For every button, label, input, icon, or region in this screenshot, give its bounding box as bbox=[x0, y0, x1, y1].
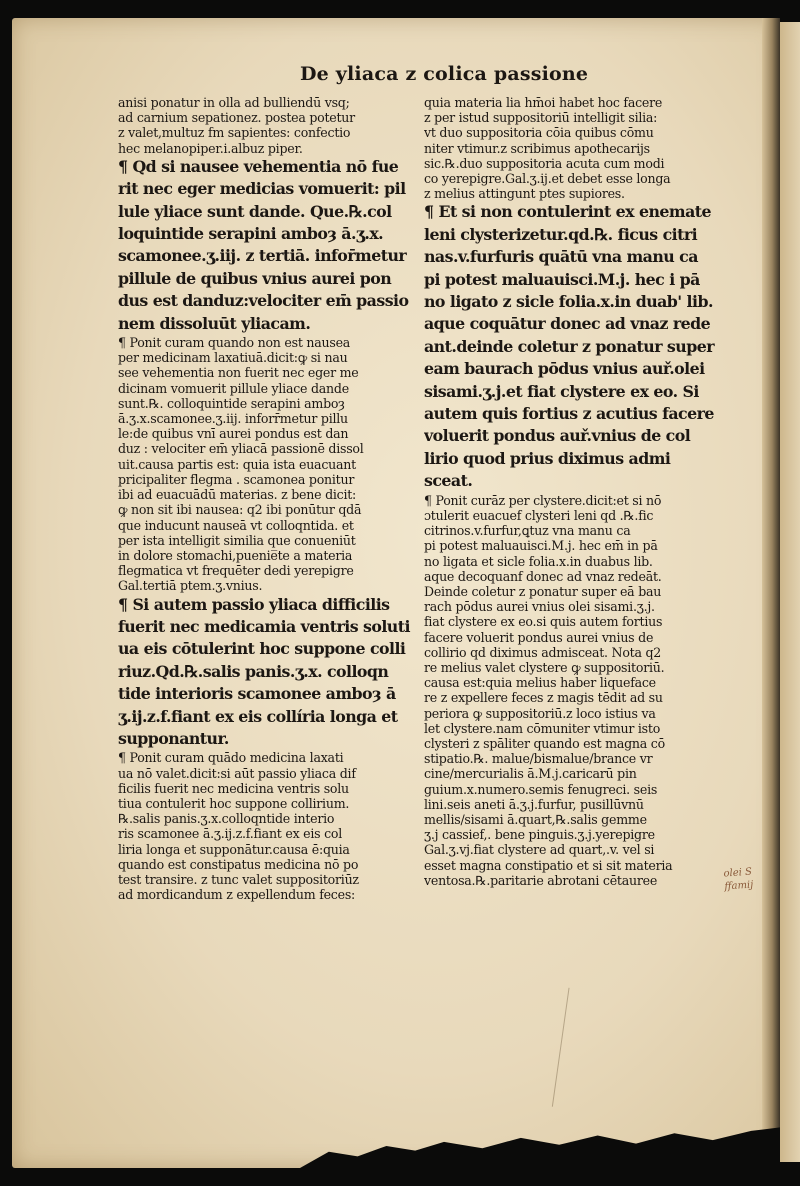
text-line: guium.x.numero.semis fenugreci. seis bbox=[424, 781, 658, 797]
text-line: cine/mercurialis ā.M.j.caricarū pin bbox=[424, 766, 637, 782]
text-line: nas.v.furfuris quātū vna manu ca bbox=[424, 247, 698, 267]
text-line: ʒ.ij.z.f.fiant ex eis collíria longa et bbox=[118, 706, 398, 726]
text-line: autem quis fortius z acutius facere bbox=[424, 404, 714, 424]
text-line: vt duo suppositoria cōia quibus cōmu bbox=[424, 125, 654, 141]
text-line: ā.ʒ.x.scamonee.ʒ.iij. inforr̄metur pillu bbox=[118, 411, 348, 427]
text-line: sunt.℞. colloquintide serapini amboȝ bbox=[118, 395, 345, 411]
text-line: voluerit pondus auř.vnius de col bbox=[424, 426, 691, 446]
text-line: rit nec eger medicias vomuerit: pil bbox=[118, 179, 406, 199]
text-line: duz : velociter em̄ yliacā passionē dissol bbox=[118, 441, 364, 457]
text-line: lirio quod prius diximus admi bbox=[424, 448, 671, 468]
text-line: re z expellere feces z magis tēdit ad su bbox=[424, 690, 663, 706]
text-line: per medicinam laxatiuā.dicit:ꝙ si nau bbox=[118, 350, 348, 366]
text-line: riuz.Qd.℞.salis panis.ʒ.x. colloqn bbox=[118, 661, 389, 681]
facing-page-edge bbox=[780, 22, 800, 1162]
text-line: loquintide serapini amboȝ ā.ʒ.x. bbox=[118, 224, 384, 244]
text-line: ventosa.℞.paritarie abrotani cētauree bbox=[424, 872, 658, 888]
text-line: fiat clystere ex eo.si quis autem fortius bbox=[424, 614, 663, 630]
text-line: ɔtulerit euacuef clysteri leni qd .℞.fic bbox=[424, 507, 654, 523]
handwritten-margin-note: olei S ffamij bbox=[723, 866, 754, 893]
text-line: rach pōdus aurei vnius olei sisami.ʒ.j. bbox=[424, 599, 655, 615]
text-line: co yerepigre.Gal.ʒ.ij.et debet esse longa bbox=[424, 171, 671, 187]
text-line: uit.causa partis est: quia ista euacuant bbox=[118, 456, 356, 472]
text-line: fuerit nec medicamia ventris soluti bbox=[118, 616, 410, 636]
text-line: quia materia lia hm̄oi habet hoc facere bbox=[424, 95, 663, 110]
text-line: niter vtimur.z scribimus apothecarijs bbox=[424, 140, 650, 156]
text-line: ua eis cōtulerint hoc suppone colli bbox=[118, 639, 406, 659]
text-line: no ligato z sicle folia.x.in duab' lib. bbox=[424, 292, 713, 312]
text-line: dicinam vomuerit pillule yliace dande bbox=[118, 380, 349, 396]
text-line: Gal.tertiā ptem.ʒ.vnius. bbox=[118, 578, 263, 594]
text-line: tiua contulerit hoc suppone collirium. bbox=[118, 795, 350, 811]
text-line: sic.℞.duo suppositoria acuta cum modi bbox=[424, 155, 665, 171]
text-line: lini.seis aneti ā.ʒ.j.furfur, pusillūvnū bbox=[424, 796, 644, 812]
text-line: test transire. z tunc valet suppositoriūz bbox=[118, 871, 359, 887]
text-line: ¶ Si autem passio yliaca difficilis bbox=[118, 594, 390, 614]
text-line: pi potest maluauisci.M.j. hec i pā bbox=[424, 269, 700, 289]
text-line: in dolore stomachi,puenie̅te a materia bbox=[118, 547, 353, 563]
text-line: ¶ Ponit curāz per clystere.dicit:et si nō bbox=[424, 492, 662, 508]
text-line: pillule de quibus vnius aurei pon bbox=[118, 268, 392, 288]
text-line: hec melanopiper.i.albuz piper. bbox=[118, 140, 303, 156]
text-line: periora ꝙ suppositoriū.z loco istius va bbox=[424, 705, 656, 721]
text-line: scamonee.ʒ.iij. z tertiā. infor̄metur bbox=[118, 246, 407, 266]
text-line: quando est constipatus medicina nō po bbox=[118, 856, 359, 872]
text-line: see vehementia non fuerit nec eger me bbox=[118, 365, 359, 381]
running-head: De yliaca z colica passione bbox=[300, 63, 589, 85]
text-line: clysteri z spāliter quando est magna cō bbox=[424, 735, 665, 751]
text-line: pricipaliter flegma . scamonea ponitur bbox=[118, 471, 355, 487]
text-line: ¶ Ponit curam quādo medicina laxati bbox=[118, 750, 344, 766]
text-line: supponantur. bbox=[118, 728, 229, 748]
left-text-column bbox=[118, 95, 418, 902]
text-line: ad carnium sepationez. postea potetur bbox=[118, 110, 355, 126]
text-line: anisi ponatur in olla ad bulliendū vsq; bbox=[118, 95, 350, 110]
text-line: ¶ Et si non contulerint ex enemate bbox=[424, 202, 712, 222]
text-line: ua nō valet.dicit:si aūt passio yliaca dif bbox=[118, 765, 356, 781]
text-line: z per istud suppositoriū intelligit silia: bbox=[424, 110, 658, 126]
text-line: lule yliace sunt dande. Que.℞.col bbox=[118, 201, 392, 221]
text-line: sceat. bbox=[424, 471, 473, 491]
text-line: citrinos.v.furfur,ꝗtuz vna manu ca bbox=[424, 523, 631, 539]
text-line: ¶ Qd si nausee vehementia nō fue bbox=[118, 156, 399, 176]
text-line: leni clysterizetur.qd.℞. ficus citri bbox=[424, 224, 698, 244]
text-line: stipatio.℞. malue/bismalue/brance vr bbox=[424, 751, 653, 767]
text-line: ꝙ non sit ibi nausea: q2 ibi ponūtur qdā bbox=[118, 502, 362, 518]
text-line: Deinde coletur z ponatur super eā bau bbox=[424, 583, 662, 599]
text-line: ant.deinde coletur z ponatur super bbox=[424, 336, 714, 356]
text-line: aque decoquanf donec ad vnaz redeāt. bbox=[424, 568, 662, 584]
text-line: ibi ad euacuādū materias. z bene dicit: bbox=[118, 487, 357, 503]
text-line: nem dissoluūt yliacam. bbox=[118, 313, 311, 333]
text-line: ficilis fuerit nec medicina ventris solu bbox=[118, 780, 349, 796]
book-gutter bbox=[762, 18, 780, 1168]
text-line: Gal.ʒ.vj.fiat clystere ad quart,.v. vel si bbox=[424, 842, 655, 858]
text-line: re melius valet clystere ꝙ suppositoriū. bbox=[424, 659, 665, 675]
text-line: no ligata et sicle folia.x.in duabus lib. bbox=[424, 553, 653, 569]
text-line: collirio qd diximus admisceat. Nota q2 bbox=[424, 644, 662, 660]
text-line: dus est danduz:velociter em̄ passio bbox=[118, 291, 409, 311]
text-line: esset magna constipatio et si sit materia bbox=[424, 857, 673, 873]
text-line: ¶ Ponit curam quando non est nausea bbox=[118, 335, 351, 351]
text-line: causa est:quia melius haber liqueface bbox=[424, 675, 656, 691]
text-line: flegmatica vt frequēter dedi yerepigre bbox=[118, 563, 354, 579]
text-line: le:de quibus vnī aurei pondus est dan bbox=[118, 426, 349, 442]
text-line: aque coquātur donec ad vnaz rede bbox=[424, 314, 711, 334]
text-line: tide interioris scamonee amboȝ ā bbox=[118, 684, 396, 704]
text-line: que inducunt nauseā vt colloqntida. et bbox=[118, 517, 354, 533]
right-text-column bbox=[424, 95, 726, 888]
text-line: let clystere.nam cōmuniter vtimur isto bbox=[424, 720, 661, 736]
text-line: ℞.salis panis.ʒ.x.colloqntide interio bbox=[118, 811, 335, 827]
text-line: z valet,multuz fm sapientes: confectio bbox=[118, 125, 351, 141]
text-line: per ista intelligit similia que conueniūt bbox=[118, 532, 356, 548]
text-line: z melius attingunt ptes supiores. bbox=[424, 186, 625, 202]
text-line: sisami.ʒ.j.et fiat clystere ex eo. Si bbox=[424, 381, 699, 401]
text-line: ad mordicandum z expellendum feces: bbox=[118, 887, 356, 903]
text-line: ʒ.j cassief,. bene pinguis.ʒ.j.yerepigre bbox=[424, 827, 655, 843]
text-line: facere voluerit pondus aurei vnius de bbox=[424, 629, 654, 645]
text-line: liria longa et supponātur.causa ē:quia bbox=[118, 841, 350, 857]
text-line: eam baurach pōdus vnius auř.olei bbox=[424, 359, 705, 379]
text-line: mellis/sisami ā.quart,℞.salis gemme bbox=[424, 811, 647, 827]
text-line: pi potest maluauisci.M.j. hec em̄ in pā bbox=[424, 538, 658, 554]
text-line: ris scamonee ā.ʒ.ij.z.f.fiant ex eis col bbox=[118, 826, 343, 842]
